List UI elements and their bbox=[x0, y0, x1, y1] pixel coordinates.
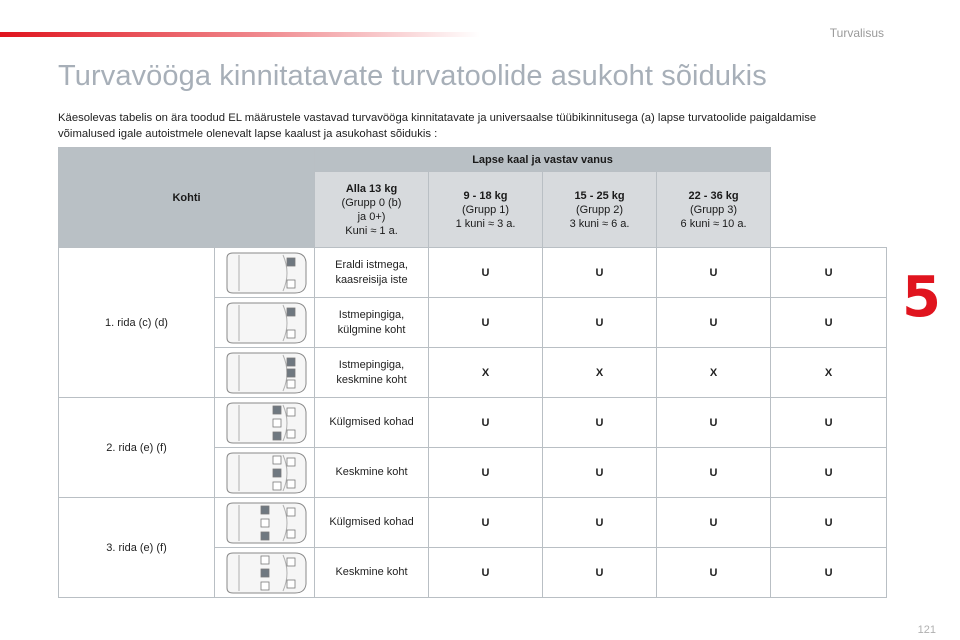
seat-diagram-cell bbox=[215, 248, 315, 298]
weight-age: 1 kuni ≈ 3 a. bbox=[455, 217, 516, 230]
compatibility-value: U bbox=[657, 548, 771, 598]
table-row bbox=[59, 398, 887, 448]
compatibility-value: U bbox=[771, 448, 887, 498]
seat-description-line: Istmepingiga, bbox=[338, 308, 405, 321]
place-row-label: 3. rida (e) (f) bbox=[59, 498, 215, 598]
table-row bbox=[59, 248, 887, 298]
table-row bbox=[59, 498, 887, 548]
chapter-number: 5 bbox=[902, 265, 941, 330]
seat-diagram-cell bbox=[215, 448, 315, 498]
header-weight-3 bbox=[657, 172, 771, 248]
header-weight-group: Lapse kaal ja vastav vanus bbox=[315, 148, 771, 172]
seat-description-line: Keskmine koht bbox=[335, 566, 408, 578]
header-weight-1 bbox=[429, 172, 543, 248]
seat-description bbox=[315, 548, 429, 598]
compatibility-value: U bbox=[543, 398, 657, 448]
seat-description-line: Külgmised kohad bbox=[329, 516, 414, 528]
compatibility-value: U bbox=[771, 398, 887, 448]
seat-diagram-cell bbox=[215, 548, 315, 598]
seat-diagram-cell bbox=[215, 398, 315, 448]
compatibility-value: U bbox=[543, 448, 657, 498]
header-weight-2 bbox=[543, 172, 657, 248]
compatibility-value: U bbox=[657, 248, 771, 298]
seat-description bbox=[315, 498, 429, 548]
compatibility-value: U bbox=[657, 298, 771, 348]
car-seat-diagram-icon bbox=[221, 300, 309, 346]
compatibility-value: X bbox=[429, 348, 543, 398]
header-weight-0 bbox=[315, 172, 429, 248]
seat-description-line: kaasreisija iste bbox=[335, 273, 408, 286]
seat-diagram-cell bbox=[215, 298, 315, 348]
page-title: Turvavööga kinnitatavate turvatoolide asukoht sõidukis bbox=[58, 60, 767, 92]
weight-kg: 22 - 36 kg bbox=[688, 189, 739, 202]
seat-description-line: külgmine koht bbox=[337, 323, 406, 336]
compatibility-value: U bbox=[429, 548, 543, 598]
compatibility-value: X bbox=[657, 348, 771, 398]
seat-description-line: Istmepingiga, bbox=[338, 358, 405, 371]
weight-age: 3 kuni ≈ 6 a. bbox=[569, 217, 630, 230]
weight-age: 6 kuni ≈ 10 a. bbox=[680, 217, 747, 230]
weight-group: (Grupp 3) bbox=[689, 203, 738, 216]
weight-kg: 15 - 25 kg bbox=[574, 189, 625, 202]
compatibility-value: U bbox=[543, 548, 657, 598]
intro-paragraph: Käesolevas tabelis on ära toodud EL määrustele vastavad turvavööga kinnitatavate ja universaalse tüübikinnitusega (a) lapse turvatoolide paigaldamise võimalused igale autoistmele olenevalt lapse kaalust ja asukohast sõidukis : bbox=[58, 112, 817, 140]
seat-description-line: keskmine koht bbox=[336, 373, 407, 386]
child-seat-table bbox=[58, 147, 887, 598]
compatibility-value: U bbox=[657, 498, 771, 548]
compatibility-value: U bbox=[771, 498, 887, 548]
seat-description-line: Külgmised kohad bbox=[329, 416, 414, 428]
car-seat-diagram-icon bbox=[221, 500, 309, 546]
compatibility-value: U bbox=[543, 298, 657, 348]
weight-kg: Alla 13 kg bbox=[345, 182, 398, 195]
compatibility-value: X bbox=[771, 348, 887, 398]
weight-group-sub: ja 0+) bbox=[357, 210, 386, 223]
brand-accent-bar bbox=[0, 32, 480, 37]
compatibility-value: U bbox=[543, 498, 657, 548]
place-row-label: 2. rida (e) (f) bbox=[59, 398, 215, 498]
car-seat-diagram-icon bbox=[221, 350, 309, 396]
compatibility-value: U bbox=[429, 298, 543, 348]
weight-group: (Grupp 1) bbox=[461, 203, 510, 216]
compatibility-value: U bbox=[657, 398, 771, 448]
compatibility-value: U bbox=[771, 248, 887, 298]
car-seat-diagram-icon bbox=[221, 400, 309, 446]
compatibility-value: U bbox=[771, 298, 887, 348]
weight-age: Kuni ≈ 1 a. bbox=[345, 224, 398, 237]
seat-description bbox=[315, 298, 429, 348]
seat-description bbox=[315, 348, 429, 398]
section-label: Turvalisus bbox=[829, 26, 884, 40]
car-seat-diagram-icon bbox=[221, 250, 309, 296]
seat-description bbox=[315, 398, 429, 448]
weight-kg: 9 - 18 kg bbox=[463, 189, 508, 202]
seat-description bbox=[315, 248, 429, 298]
compatibility-value: U bbox=[543, 248, 657, 298]
seat-description-line: Keskmine koht bbox=[335, 466, 408, 478]
seat-description bbox=[315, 448, 429, 498]
seat-description-line: Eraldi istmega, bbox=[335, 258, 408, 271]
compatibility-value: U bbox=[429, 398, 543, 448]
compatibility-value: U bbox=[429, 448, 543, 498]
compatibility-value: U bbox=[429, 248, 543, 298]
weight-group: (Grupp 2) bbox=[575, 203, 624, 216]
compatibility-value: X bbox=[543, 348, 657, 398]
compatibility-value: U bbox=[657, 448, 771, 498]
seat-diagram-cell bbox=[215, 498, 315, 548]
compatibility-value: U bbox=[429, 498, 543, 548]
car-seat-diagram-icon bbox=[221, 550, 309, 596]
weight-group: (Grupp 0 (b) bbox=[341, 196, 402, 209]
compatibility-value: U bbox=[771, 548, 887, 598]
car-seat-diagram-icon bbox=[221, 450, 309, 496]
page-number: 121 bbox=[917, 624, 936, 636]
place-row-label: 1. rida (c) (d) bbox=[59, 248, 215, 398]
seat-diagram-cell bbox=[215, 348, 315, 398]
header-place: Kohti bbox=[59, 148, 315, 248]
